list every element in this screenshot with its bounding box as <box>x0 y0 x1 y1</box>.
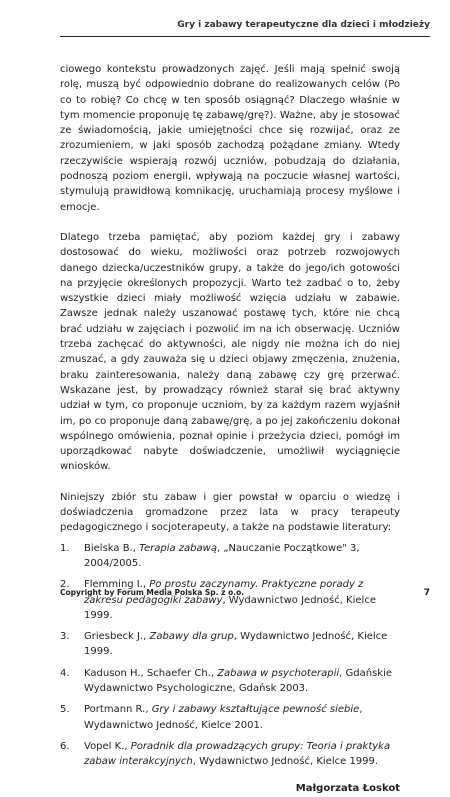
author-signature: Małgorzata Łoskot <box>295 783 400 795</box>
reference-author: Griesbeck J., <box>84 631 150 643</box>
reference-title: Zabawy dla grup <box>149 631 234 643</box>
paragraph-1: ciowego kontekstu prowadzonych zajęć. Jeśli mają spełnić swoją rolę, muszą być odpowiednio dobrane do realizowanych celów (Po co to robię? Co chcę w ten sposób osiągnąć? Dlaczego właśnie w tym momencie proponuję tę zabawę/grę?). Ważne, aby je stosować ze świadomością, jakie umiejętności chce się rozwijać, oraz ze zrozumieniem, w jaki sposób zachodzą pożądane zmiany. Wtedy rzeczywiście wspierają rozwój uczniów, pobudzają do działania, podnoszą poziom energii, wpływają na poczucie własnej wartości, stymulują prawidłową komnikację, uruchamiają procesy myślowe i emocje. <box>60 64 400 213</box>
copyright-notice: Copyright by Forum Media Polska Sp. z o.o. <box>60 588 245 597</box>
reference-details: , Wydawnictwo Jedność, Kielce 2001. <box>84 704 363 731</box>
reference-item <box>60 577 400 623</box>
reference-list <box>60 541 400 770</box>
reference-details: , Wydawnictwo Jedność, Kielce 1999. <box>84 631 388 658</box>
reference-number: 6. <box>60 740 70 752</box>
reference-details: , Wydawnictwo Jedność, Kielce 1999. <box>84 594 376 621</box>
reference-details: , Wydawnictwo Jedność, Kielce 1999. <box>192 756 379 768</box>
reference-author: Kaduson H., Schaefer Ch., <box>84 667 218 679</box>
paragraph-2: Dlatego trzeba pamiętać, aby poziom każdej gry i zabawy dostosować do wieku, możliwości oraz potrzeb rozwojowych danego dziecka/uczestników grupy, a także do jego/ich gotowości na przyjęcie określonych propozycji. Warto też zadbać o to, żeby wszystkie dzieci miały możliwość wzięcia udziału w zabawie. Zawsze jednak należy uszanować postawę tych, które nie chcą brać udziału w zajęciach i pozwolić im na ich obserwację. Uczniów trzeba zachęcać do aktywności, ale nigdy nie można ich do niej zmuszać, a gdy zauważa się u dzieci objawy zmęczenia, znużenia, braku zainteresowania, należy daną zabawę czy grę przerwać. Wskazane jest, by prowadzący również starał się brać aktywny udział w tym, co proponuje uczniom, by za każdym razem wyjaśnił im, po co proponuje daną zabawę/grę, a po jej zakończeniu dokonał wspólnego omówienia, poznał opinie i przeżycia dzieci, pomógł im uporządkować nabyte doświadczenie, umożliwił wyciągnięcie wniosków. <box>60 231 400 473</box>
reference-number: 1. <box>60 542 70 554</box>
reference-author: Flemming I., <box>84 579 150 591</box>
reference-number: 5. <box>60 704 70 716</box>
paragraph-3: Niniejszy zbiór stu zabaw i gier powstał w oparciu o wiedzę i doświadczenia gromadzone przez lata w pracy terapeuty pedagogicznego i socjoterapeuty, a także na podstawie literatury: <box>60 491 400 534</box>
reference-author: Vopel K., <box>84 740 131 752</box>
running-header: Gry i zabawy terapeutyczne dla dzieci i młodzieży <box>177 20 430 30</box>
page-number: 7 <box>423 588 430 598</box>
reference-title: Gry i zabawy kształtujące pewność siebie <box>151 704 360 716</box>
reference-details: , Gdańskie Wydawnictwo Psychologiczne, Gdańsk 2003. <box>84 667 393 694</box>
reference-item <box>60 739 400 770</box>
reference-title: Poradnik dla prowadzących grupy: Teoria i praktyka zabaw interakcyjnych <box>84 740 391 768</box>
reference-item <box>60 666 400 697</box>
reference-item <box>60 629 400 660</box>
reference-item <box>60 541 400 572</box>
header-rule <box>60 36 430 37</box>
reference-number: 3. <box>60 631 70 643</box>
reference-number: 2. <box>60 579 70 591</box>
reference-author: Portmann R., <box>84 704 152 716</box>
reference-title: Terapia zabawą <box>139 542 217 554</box>
reference-author: Bielska B., <box>84 542 140 554</box>
body-text <box>60 62 400 797</box>
reference-number: 4. <box>60 667 70 679</box>
reference-details: , „Nauczanie Początkowe" 3, 2004/2005. <box>84 542 360 569</box>
reference-item <box>60 702 400 733</box>
reference-title: Zabawa w psychoterapii <box>217 667 340 679</box>
reference-title: Po prostu zaczynamy. Praktyczne porady z zakresu pedagogiki zabawy <box>84 579 364 606</box>
page-footer <box>60 588 430 597</box>
